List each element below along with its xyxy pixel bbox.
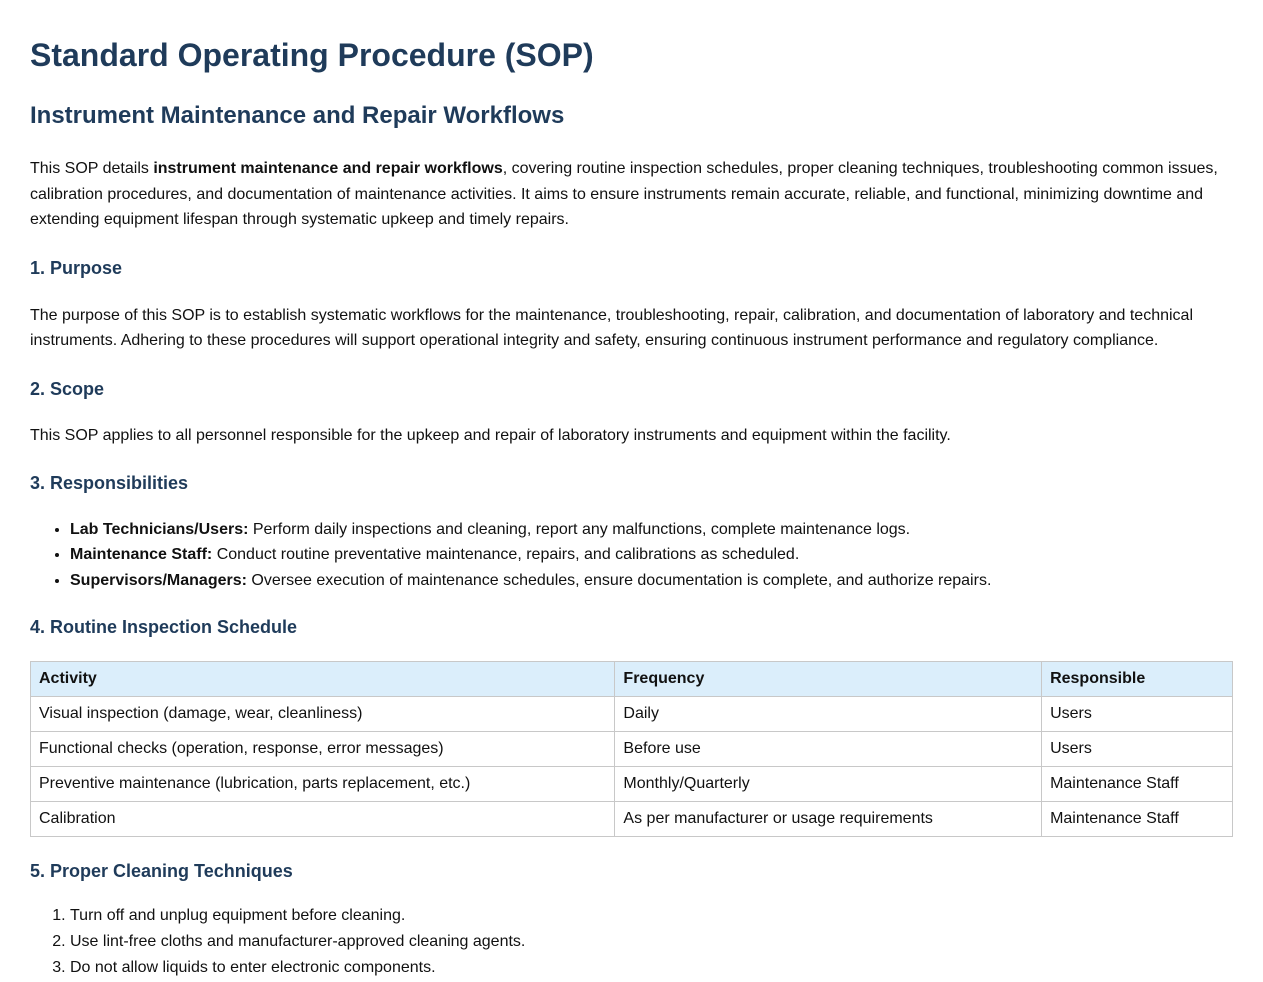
section-heading-purpose: 1. Purpose [30,257,123,278]
cell-frequency: Daily [615,697,1042,732]
cell-activity: Calibration [31,802,615,837]
scope-text: This SOP applies to all personnel responsible for the upkeep and repair of laboratory instruments and equipment within the facility. [30,426,951,444]
list-item [70,568,1233,594]
role-description: Oversee execution of maintenance schedules, ensure documentation is complete, and authorize repairs. [246,571,992,589]
cell-responsible: Users [1042,732,1233,767]
table-row [31,697,1233,732]
list-item: 3. Do not allow liquids to enter electronic components. [70,955,1233,981]
intro-bold: instrument maintenance and repair workflows [153,160,503,177]
intro-prefix: This SOP details [30,160,154,177]
column-header-responsible: Responsible [1042,662,1233,697]
page-subtitle: Instrument Maintenance and Repair Workflows [30,102,565,129]
list-item [70,517,1233,543]
responsibilities-list [30,517,1233,594]
role-description: Conduct routine preventative maintenance, repairs, and calibrations as scheduled. [212,546,800,564]
list-item [70,542,1233,568]
table-row [31,732,1233,767]
role-label: Supervisors/Managers: [70,571,247,589]
cell-responsible: Maintenance Staff [1042,802,1233,837]
cell-activity: Functional checks (operation, response, error messages) [31,732,615,767]
column-header-activity: Activity [31,662,615,697]
cell-frequency: Monthly/Quarterly [615,767,1042,802]
role-description: Perform daily inspections and cleaning, report any malfunctions, complete maintenance logs. [248,520,911,538]
role-label: Lab Technicians/Users: [70,520,249,538]
table-header-row [31,662,1233,697]
list-item: 1. Turn off and unplug equipment before cleaning. [70,903,1233,929]
cell-frequency: As per manufacturer or usage requirements [615,802,1042,837]
role-label: Maintenance Staff: [70,546,213,564]
cell-frequency: Before use [615,732,1042,767]
cell-activity: Preventive maintenance (lubrication, parts replacement, etc.) [31,767,615,802]
table-row [31,802,1233,837]
column-header-frequency: Frequency [615,662,1042,697]
inspection-schedule-table [30,661,1233,837]
cell-responsible: Maintenance Staff [1042,767,1233,802]
cell-responsible: Users [1042,697,1233,732]
purpose-text: The purpose of this SOP is to establish systematic workflows for the maintenance, troubleshooting, repair, calibration, and documentation of laboratory and technical instruments. Adhering to these procedures will support operational integrity and safety, ensuring continuous instrument performance and regulatory compliance. [30,306,1194,350]
list-item: 2. Use lint-free cloths and manufacturer-approved cleaning agents. [70,929,1233,955]
section-heading-scope: 2. Scope [30,378,105,399]
section-heading-responsibilities: 3. Responsibilities [30,472,189,493]
intro-paragraph [30,156,1233,233]
intro-suffix: , covering routine inspection schedules, proper cleaning techniques, troubleshooting common issues, calibration procedures, and documentation of maintenance activities. It aims to ensure instruments remain accurate, reliable, and functional, minimizing downtime and extending equipment lifespan through systematic upkeep and timely repairs. [30,160,1218,229]
cell-activity: Visual inspection (damage, wear, cleanliness) [31,697,615,732]
page-title: Standard Operating Procedure (SOP) [30,37,594,73]
section-heading-cleaning: 5. Proper Cleaning Techniques [30,861,293,882]
section-heading-schedule: 4. Routine Inspection Schedule [30,617,298,638]
cleaning-steps-list [30,903,1233,981]
table-row [31,767,1233,802]
